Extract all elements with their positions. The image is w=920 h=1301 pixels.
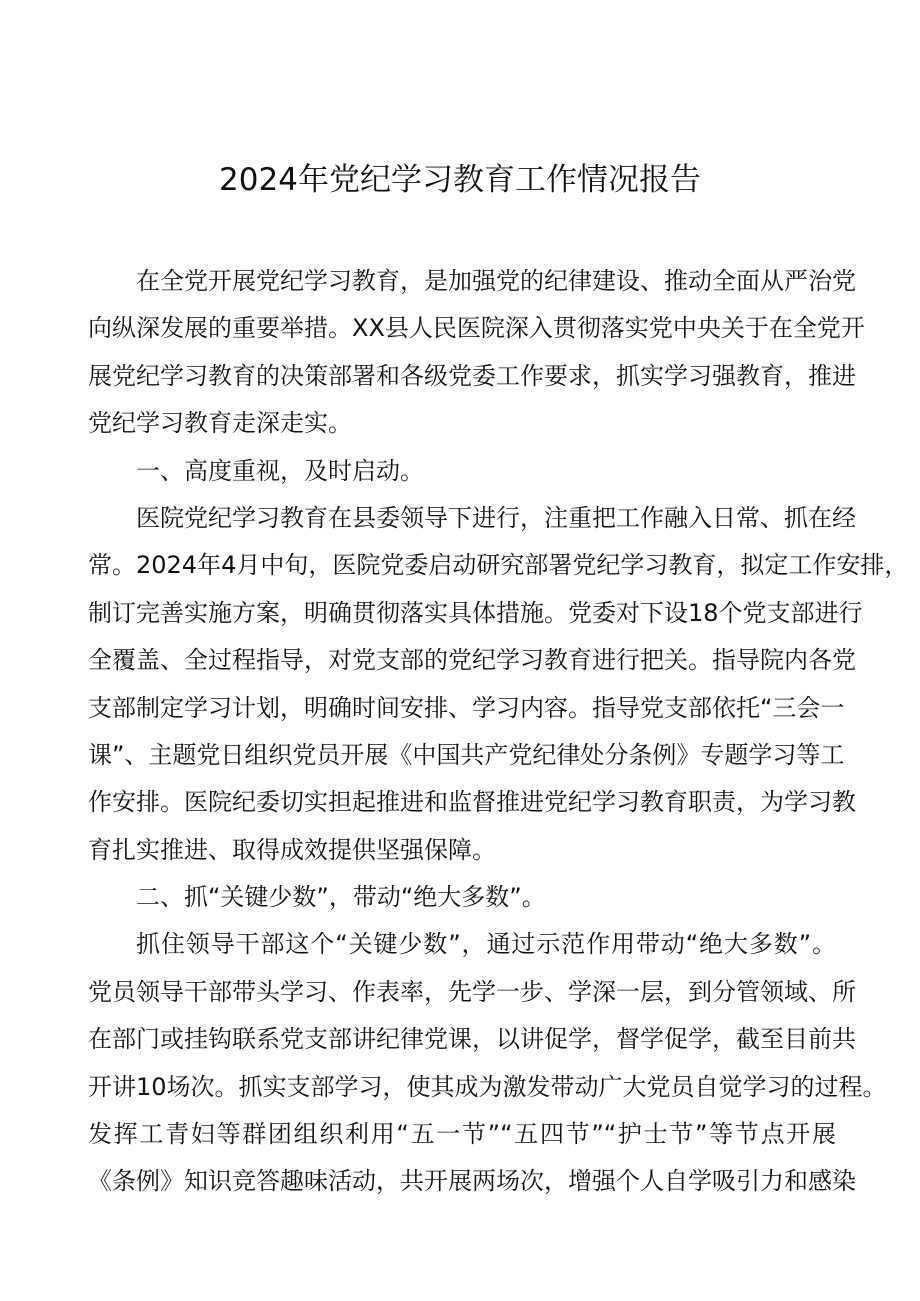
paragraph-line: 在全党开展党纪学习教育，是加强党的纪律建设、推动全面从严治党 (136, 267, 856, 295)
paragraph-line: 支部制定学习计划，明确时间安排、学习内容。指导党支部依托“三会一 (88, 693, 845, 722)
paragraph-line: 全覆盖、全过程指导，对党支部的党纪学习教育进行把关。指导院内各党 (88, 646, 856, 675)
section-heading: 一、高度重视，及时启动。 (136, 456, 424, 485)
paragraph-line: 抓住领导干部这个“关键少数”，通过示范作用带动“绝大多数”。 (136, 930, 836, 959)
paragraph-line: 作安排。医院纪委切实担起推进和监督推进党纪学习教育职责，为学习教 (88, 788, 856, 817)
paragraph-line: 在部门或挂钩联系党支部讲纪律党课，以讲促学，督学促学，截至目前共 (88, 1025, 856, 1054)
paragraph-line: 党纪学习教育走深走实。 (88, 409, 352, 438)
paragraph-line: 展党纪学习教育的决策部署和各级党委工作要求，抓实学习强教育，推进 (88, 361, 856, 390)
paragraph-line: 发挥工青妇等群团组织利用“五一节”“五四节”“护士节”等节点开展 (88, 1120, 836, 1149)
paragraph-line: 课”、主题党日组织党员开展《中国共产党纪律处分条例》专题学习等工 (88, 740, 845, 769)
section-heading: 二、抓“关键少数”，带动“绝大多数”。 (136, 883, 546, 912)
paragraph-line: 党员领导干部带头学习、作表率，先学一步、学深一层，到分管领域、所 (88, 977, 856, 1006)
paragraph-line: 常。2024年4月中旬，医院党委启动研究部署党纪学习教育，拟定工作安排， (88, 551, 909, 580)
paragraph-line: 向纵深发展的重要举措。XX县人民医院深入贯彻落实党中央关于在全党开 (88, 314, 865, 343)
paragraph-line: 育扎实推进、取得成效提供坚强保障。 (88, 835, 496, 864)
paragraph-line: 开讲10场次。抓实支部学习，使其成为激发带动广大党员自觉学习的过程。 (88, 1072, 887, 1101)
document-body (88, 258, 909, 1206)
document-title: 2024年党纪学习教育工作情况报告 (219, 162, 701, 198)
paragraph-line: 医院党纪学习教育在县委领导下进行，注重把工作融入日常、抓在经 (136, 503, 856, 532)
paragraph-line: 制订完善实施方案，明确贯彻落实具体措施。党委对下设18个党支部进行 (88, 598, 863, 627)
paragraph-line: 《条例》知识竞答趣味活动，共开展两场次，增强个人自学吸引力和感染 (88, 1167, 856, 1196)
